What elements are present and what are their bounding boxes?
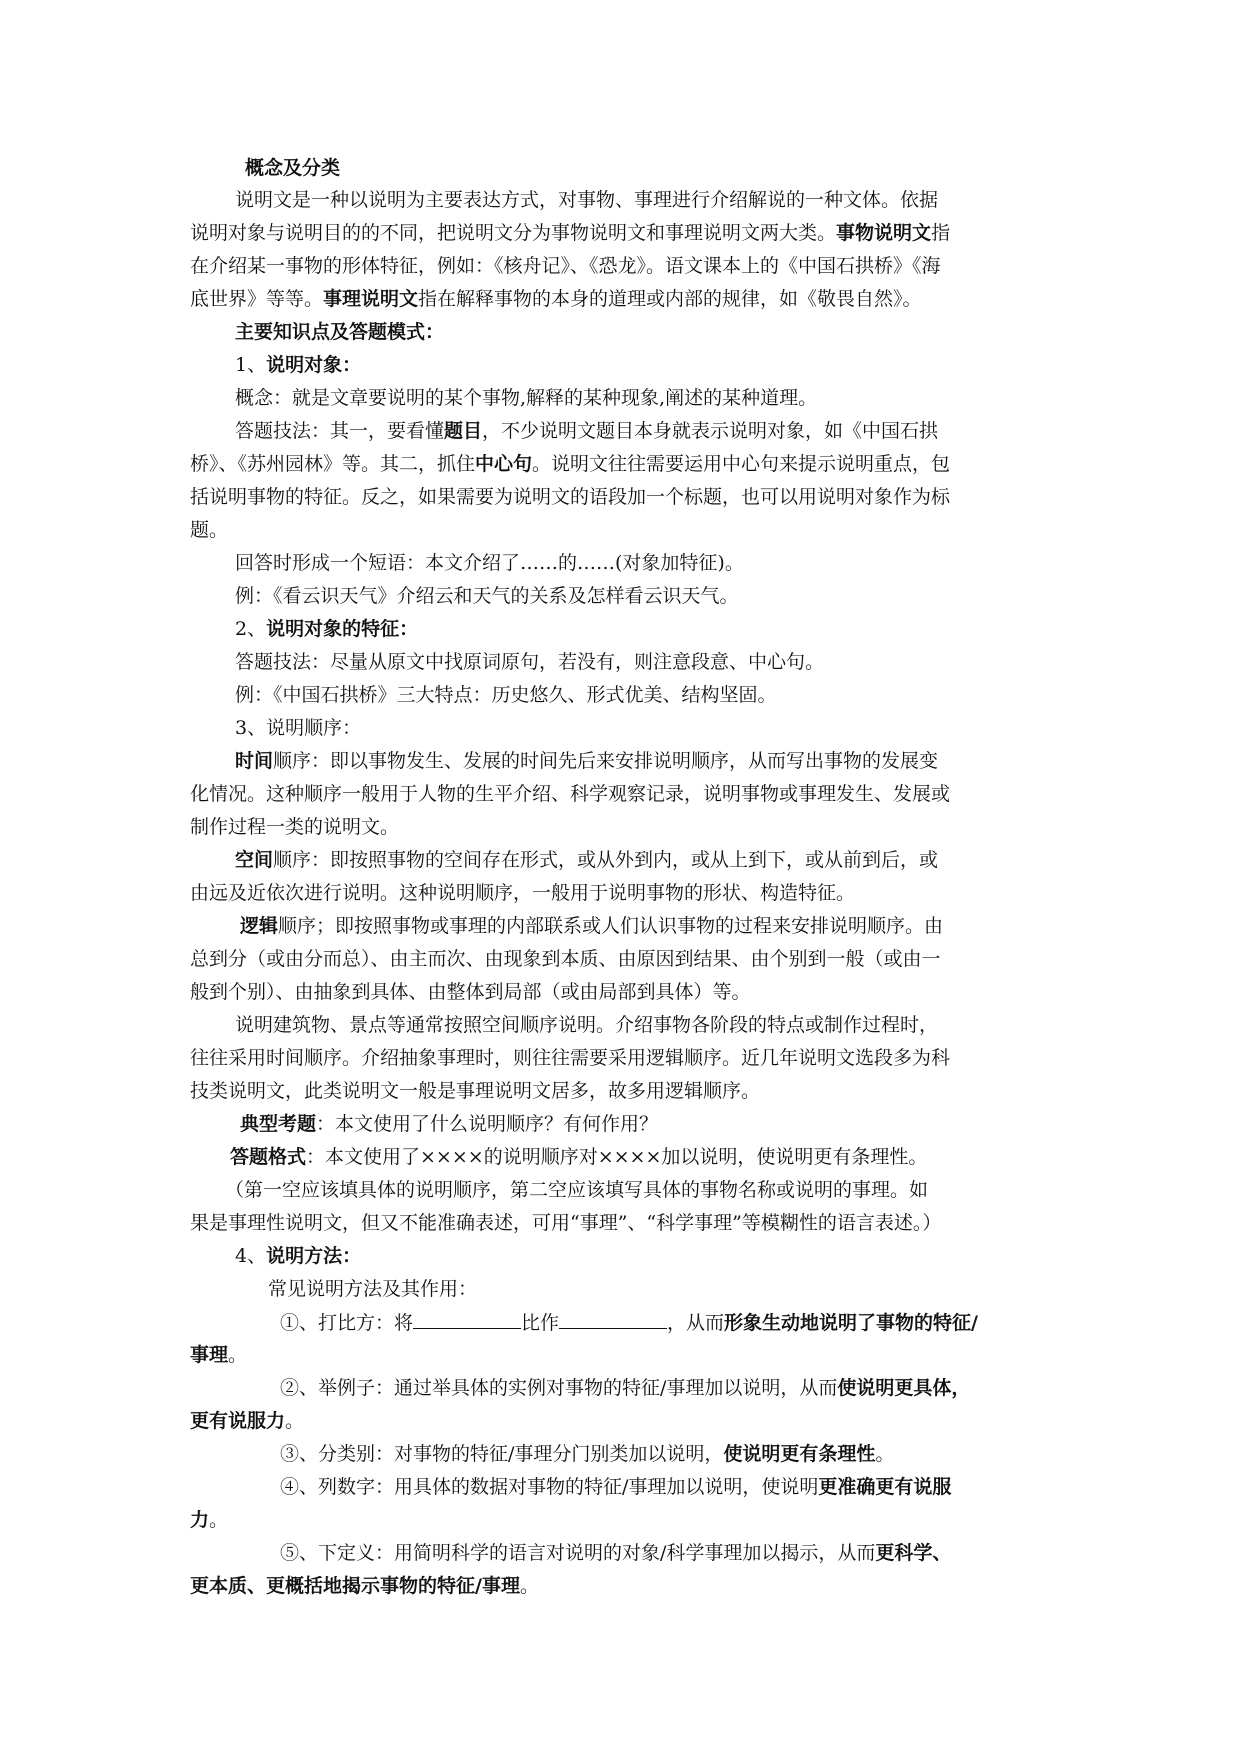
method-line <box>190 1409 304 1433</box>
method-line <box>280 1442 894 1466</box>
method-line <box>280 1310 978 1335</box>
item-heading: 3、说明顺序： <box>235 717 362 739</box>
text-run: 桥》、《苏州园林》等。其二，抓住 <box>190 453 476 475</box>
bold-term: 事物说明文 <box>836 222 932 244</box>
item-number: 1、 <box>235 354 267 376</box>
text-run: 说明对象与说明目的的不同，把说明文分为事物说明文和事理说明文两大类。 <box>190 222 837 244</box>
item-heading <box>235 617 418 641</box>
text-run: ⑤、下定义：用简明科学的语言对说明的对象/科学事理加以揭示，从而 <box>280 1542 876 1564</box>
text-run: ②、举例子：通过举具体的实例对事物的特征/事理加以说明，从而 <box>280 1377 838 1399</box>
text-run: 比作 <box>521 1312 560 1334</box>
fill-blank <box>559 1310 667 1329</box>
text-run: ④、列数字：用具体的数据对事物的特征/事理加以说明，使说明 <box>280 1476 819 1498</box>
section-title-knowledge: 主要知识点及答题模式： <box>235 321 445 343</box>
paragraph-line <box>240 914 943 938</box>
paragraph-line: 括说明事物的特征。反之，如果需要为说明文的语段加一个标题，也可以用说明对象作为标 <box>190 486 951 508</box>
text-run: 。说明文往往需要运用中心句来提示说明重点，包 <box>532 453 951 475</box>
item-title: 说明对象的特征： <box>266 618 419 640</box>
method-line <box>280 1376 970 1400</box>
text-run: 。 <box>285 1410 305 1432</box>
paragraph-line: 般到个别）、由抽象到具体、由整体到局部（或由局部到具体）等。 <box>190 981 751 1003</box>
paragraph-line <box>235 749 938 773</box>
text-run: 。 <box>209 1509 229 1531</box>
text-run: ：本文使用了××××的说明顺序对××××加以说明，使说明更有条理性。 <box>306 1146 928 1168</box>
bold-term: 更科学、 <box>875 1542 952 1564</box>
bold-term: 使说明更具体， <box>837 1377 971 1399</box>
bold-term: 形象生动地说明了事物的特征/ <box>724 1312 978 1334</box>
paragraph-line: 说明建筑物、景点等通常按照空间顺序说明。介绍事物各阶段的特点或制作过程时， <box>235 1014 939 1036</box>
method-line <box>190 1343 247 1367</box>
paragraph-line: 总到分（或由分而总）、由主而次、由现象到本质、由原因到结果、由个别到一般（或由一 <box>190 948 941 970</box>
paragraph-line: 例：《中国石拱桥》三大特点：历史悠久、形式优美、结构坚固。 <box>235 684 777 706</box>
text-run: 底世界》等等。 <box>190 288 324 310</box>
paragraph-line: 果是事理性说明文，但又不能准确表述，可用“事理”、“科学事理”等模糊性的语言表述。） <box>190 1212 942 1234</box>
method-line <box>280 1541 951 1565</box>
method-line <box>190 1574 539 1598</box>
text-run: 。 <box>875 1443 895 1465</box>
item-number: 2、 <box>235 618 267 640</box>
fill-blank <box>413 1310 521 1329</box>
method-line <box>280 1475 951 1499</box>
text-run: 顺序；即按照事物或事理的内部联系或人们认识事物的过程来安排说明顺序。由 <box>278 915 944 937</box>
item-heading <box>235 1244 361 1268</box>
bold-term: 更准确更有说服 <box>818 1476 952 1498</box>
bold-term: 题目 <box>444 420 483 442</box>
text-run: 指在解释事物的本身的道理或内部的规律，如《敬畏自然》。 <box>418 288 922 310</box>
bold-term: 逻辑 <box>240 915 279 937</box>
paragraph-line <box>235 848 938 872</box>
paragraph-line: 例：《看云识天气》介绍云和天气的关系及怎样看云识天气。 <box>235 585 739 607</box>
text-run: ①、打比方：将 <box>280 1312 414 1334</box>
bold-term: 时间 <box>235 750 274 772</box>
paragraph-line: 常见说明方法及其作用： <box>268 1278 478 1300</box>
paragraph-line <box>230 1145 927 1169</box>
text-run: 。 <box>519 1575 539 1597</box>
text-run: ，从而 <box>667 1312 725 1334</box>
bold-term: 力 <box>190 1509 210 1531</box>
text-run: ③、分类别：对事物的特征/事理分门别类加以说明， <box>280 1443 724 1465</box>
paragraph-line: 概念：就是文章要说明的某个事物,解释的某种现象,阐述的某种道理。 <box>235 387 818 409</box>
bold-term: 空间 <box>235 849 274 871</box>
item-title: 说明方法： <box>266 1245 362 1267</box>
paragraph-line <box>190 287 922 311</box>
paragraph-line: 答题技法：尽量从原文中找原词原句，若没有，则注意段意、中心句。 <box>235 651 825 673</box>
item-title: 说明对象： <box>266 354 362 376</box>
bold-term: 典型考题 <box>240 1113 317 1135</box>
paragraph-line: 说明文是一种以说明为主要表达方式，对事物、事理进行介绍解说的一种文体。依据 <box>235 189 939 211</box>
paragraph-line: 回答时形成一个短语：本文介绍了……的……(对象加特征)。 <box>235 552 744 574</box>
item-heading <box>235 353 361 377</box>
paragraph-line: 由远及近依次进行说明。这种说明顺序，一般用于说明事物的形状、构造特征。 <box>190 882 856 904</box>
paragraph-line: 往往采用时间顺序。介绍抽象事理时，则往往需要采用逻辑顺序。近几年说明文选段多为科 <box>190 1047 951 1069</box>
text-run: 顺序：即以事物发生、发展的时间先后来安排说明顺序，从而写出事物的发展变 <box>273 750 939 772</box>
text-run: ，不少说明文题目本身就表示说明对象，如《中国石拱 <box>482 420 939 442</box>
paragraph-line: （第一空应该填具体的说明顺序，第二空应该填写具体的事物名称或说明的事理。如 <box>225 1179 929 1201</box>
paragraph-line: 技类说明文，此类说明文一般是事理说明文居多，故多用逻辑顺序。 <box>190 1080 761 1102</box>
bold-term: 更有说服力 <box>190 1410 286 1432</box>
paragraph-line: 在介绍某一事物的形体特征，例如：《核舟记》、《恐龙》。语文课本上的《中国石拱桥》《海 <box>190 255 941 277</box>
paragraph-line <box>235 419 938 443</box>
item-number: 4、 <box>235 1245 267 1267</box>
method-line <box>190 1508 228 1532</box>
text-run: 。 <box>228 1344 248 1366</box>
text-run: 指 <box>931 222 951 244</box>
bold-term: 更本质、更概括地揭示事物的特征/事理 <box>190 1575 520 1597</box>
paragraph-line <box>190 452 950 476</box>
paragraph-line: 制作过程一类的说明文。 <box>190 816 400 838</box>
paragraph-line <box>190 221 950 245</box>
bold-term: 中心句 <box>475 453 533 475</box>
paragraph-line: 题。 <box>190 519 229 541</box>
bold-term: 使说明更有条理性 <box>723 1443 876 1465</box>
bold-term: 事理 <box>190 1344 229 1366</box>
text-run: ：本文使用了什么说明顺序？有何作用？ <box>316 1113 659 1135</box>
paragraph-line: 化情况。这种顺序一般用于人物的生平介绍、科学观察记录，说明事物或事理发生、发展或 <box>190 783 951 805</box>
text-run: 顺序：即按照事物的空间存在形式，或从外到内，或从上到下，或从前到后，或 <box>273 849 939 871</box>
paragraph-line <box>240 1112 658 1136</box>
section-title-concept: 概念及分类 <box>245 157 341 179</box>
bold-term: 事理说明文 <box>323 288 419 310</box>
text-run: 答题技法：其一，要看懂 <box>235 420 445 442</box>
bold-term: 答题格式 <box>230 1146 307 1168</box>
